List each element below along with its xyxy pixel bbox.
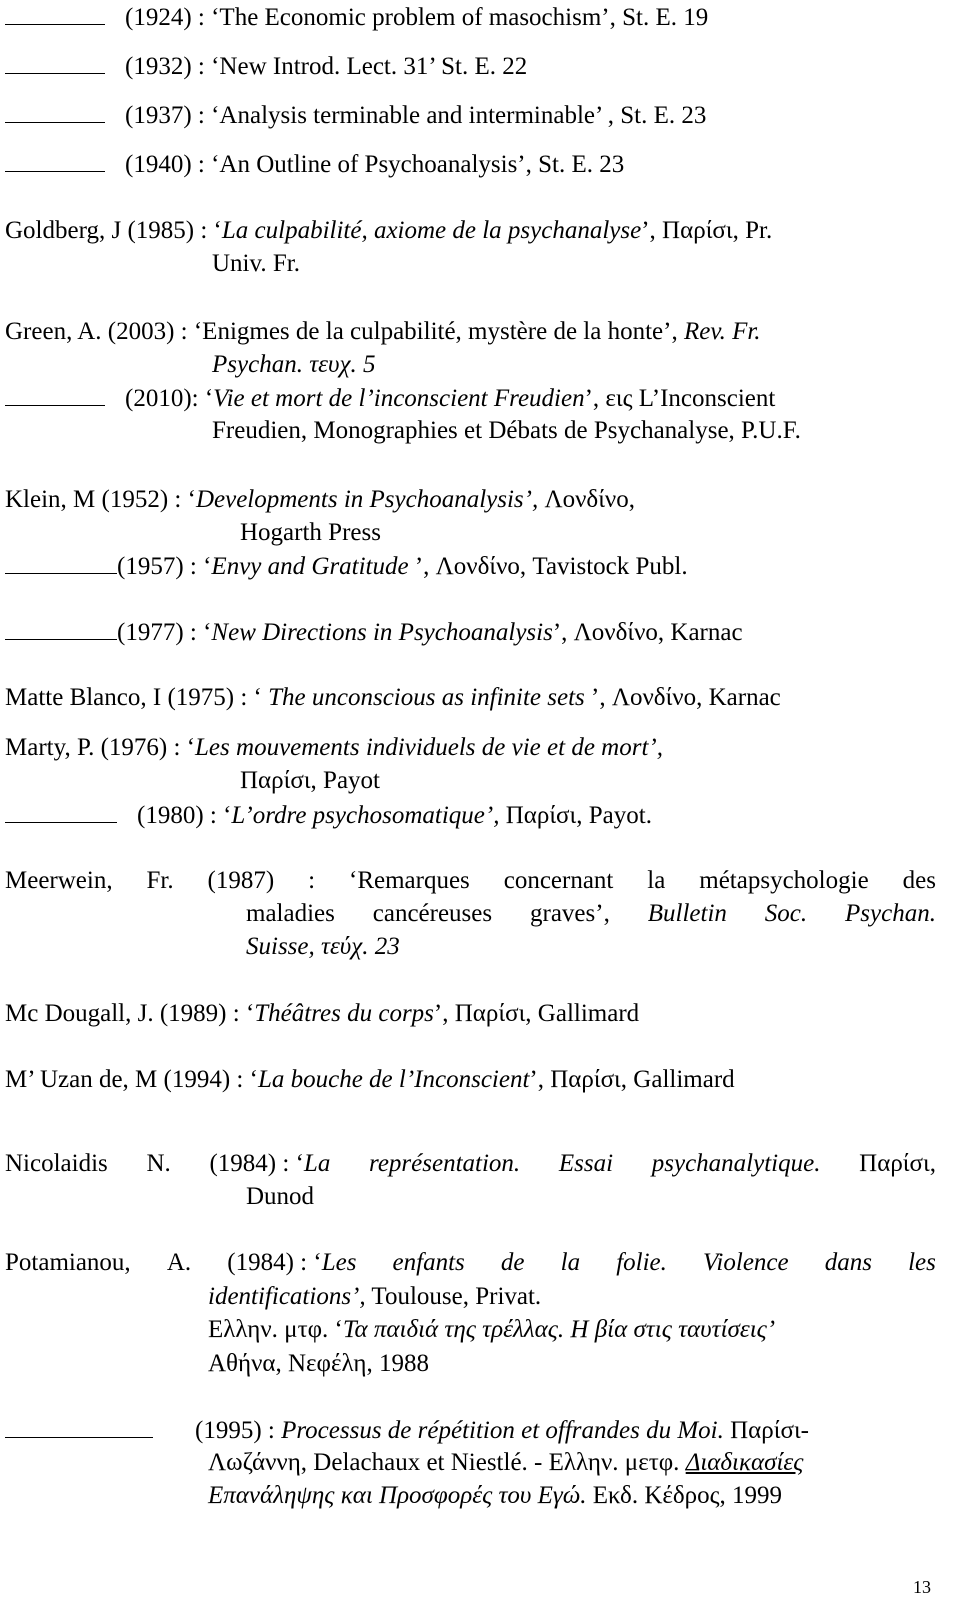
reference-potamianou-1984-cont: identifications’, Toulouse, Privat. [208,1283,542,1310]
author-repeat-rule [5,0,105,25]
reference-matte-blanco: Matte Blanco, I (1975) : ‘ The unconscious as infinite sets ’, Λονδίνο, Karnac [5,684,781,711]
reference-potamianou-1984: Potamianou, A. (1984) : ‘Les enfants de la folie. Violence dans les [5,1249,936,1276]
page-number: 13 [913,1577,931,1597]
reference-potamianou-1995: (1995) : Processus de répétition et offrandes du Moi. Παρίσι- [5,1413,809,1447]
author-repeat-rule [5,615,117,640]
reference-potamianou-1984-translation: Ελλην. μτφ. ‘Τα παιδιά της τρέλλας. Η βία στις ταυτίσεις’ [208,1316,776,1343]
reference-freud-1924: (1924) : ‘The Economic problem of masochism’, St. E. 19 [5,0,708,34]
reference-potamianou-1995-cont: Λωζάννη, Delachaux et Niestlé. - Ελλην. μετφ. Διαδικασίες [208,1449,804,1476]
author-repeat-rule [5,49,105,74]
author-repeat-rule [5,147,105,172]
reference-goldberg-cont: Univ. Fr. [212,250,300,277]
reference-nicolaidis-cont: Dunod [246,1183,315,1210]
reference-green-2003: Green, A. (2003) : ‘Enigmes de la culpabilité, mystère de la honte’, Rev. Fr. [5,318,761,345]
author-repeat-rule [5,798,117,823]
reference-green-2003-cont: Psychan. τευχ. 5 [212,351,376,378]
reference-goldberg: Goldberg, J (1985) : ‘La culpabilité, axiome de la psychanalyse’, Παρίσι, Pr. [5,217,773,244]
reference-potamianou-1995-cont2: Επανάληψης και Προσφορές του Εγώ. Εκδ. Κέδρος, 1999 [208,1482,783,1509]
reference-klein-1952: Klein, M (1952) : ‘Developments in Psychoanalysis’, Λονδίνο, [5,486,635,513]
author-repeat-rule [5,1413,153,1438]
reference-meerwein-cont2: Suisse, τεύχ. 23 [246,933,400,960]
reference-meerwein: Meerwein, Fr. (1987) : ‘Remarques concernant la métapsychologie des [5,867,936,894]
reference-marty-1980: (1980) : ‘L’ordre psychosomatique’, Παρίσι, Payot. [5,798,652,832]
reference-potamianou-1984-publisher: Αθήνα, Νεφέλη, 1988 [208,1350,429,1377]
reference-freud-1937: (1937) : ‘Analysis terminable and interminable’ , St. E. 23 [5,98,706,132]
reference-freud-1940: (1940) : ‘An Outline of Psychoanalysis’, St. E. 23 [5,147,624,181]
reference-nicolaidis: Nicolaidis N. (1984) : ‘La représentation. Essai psychanalytique. Παρίσι, [5,1150,936,1177]
reference-green-2010: (2010): ‘Vie et mort de l’inconscient Freudien’, εις L’Inconscient [5,381,775,415]
reference-freud-1932: (1932) : ‘New Introd. Lect. 31’ St. E. 22 [5,49,527,83]
reference-marty-1976: Marty, P. (1976) : ‘Les mouvements individuels de vie et de mort’, [5,734,663,761]
reference-meerwein-cont: maladies cancéreuses graves’, Bulletin Soc. Psychan. [246,900,936,927]
reference-muzan: M’ Uzan de, M (1994) : ‘La bouche de l’Inconscient’, Παρίσι, Gallimard [5,1066,735,1093]
reference-klein-1952-cont: Hogarth Press [240,519,381,546]
reference-klein-1977: (1977) : ‘New Directions in Psychoanalysis’, Λονδίνο, Karnac [5,615,743,649]
author-repeat-rule [5,381,105,406]
reference-klein-1957: (1957) : ‘Envy and Gratitude ’, Λονδίνο, Tavistock Publ. [5,549,688,583]
reference-green-2010-cont: Freudien, Monographies et Débats de Psychanalyse, P.U.F. [212,417,801,444]
author-repeat-rule [5,549,117,574]
author-repeat-rule [5,98,105,123]
reference-marty-1976-cont: Παρίσι, Payot [240,767,381,794]
reference-mcdougall: Mc Dougall, J. (1989) : ‘Théâtres du corps’, Παρίσι, Gallimard [5,1000,640,1027]
